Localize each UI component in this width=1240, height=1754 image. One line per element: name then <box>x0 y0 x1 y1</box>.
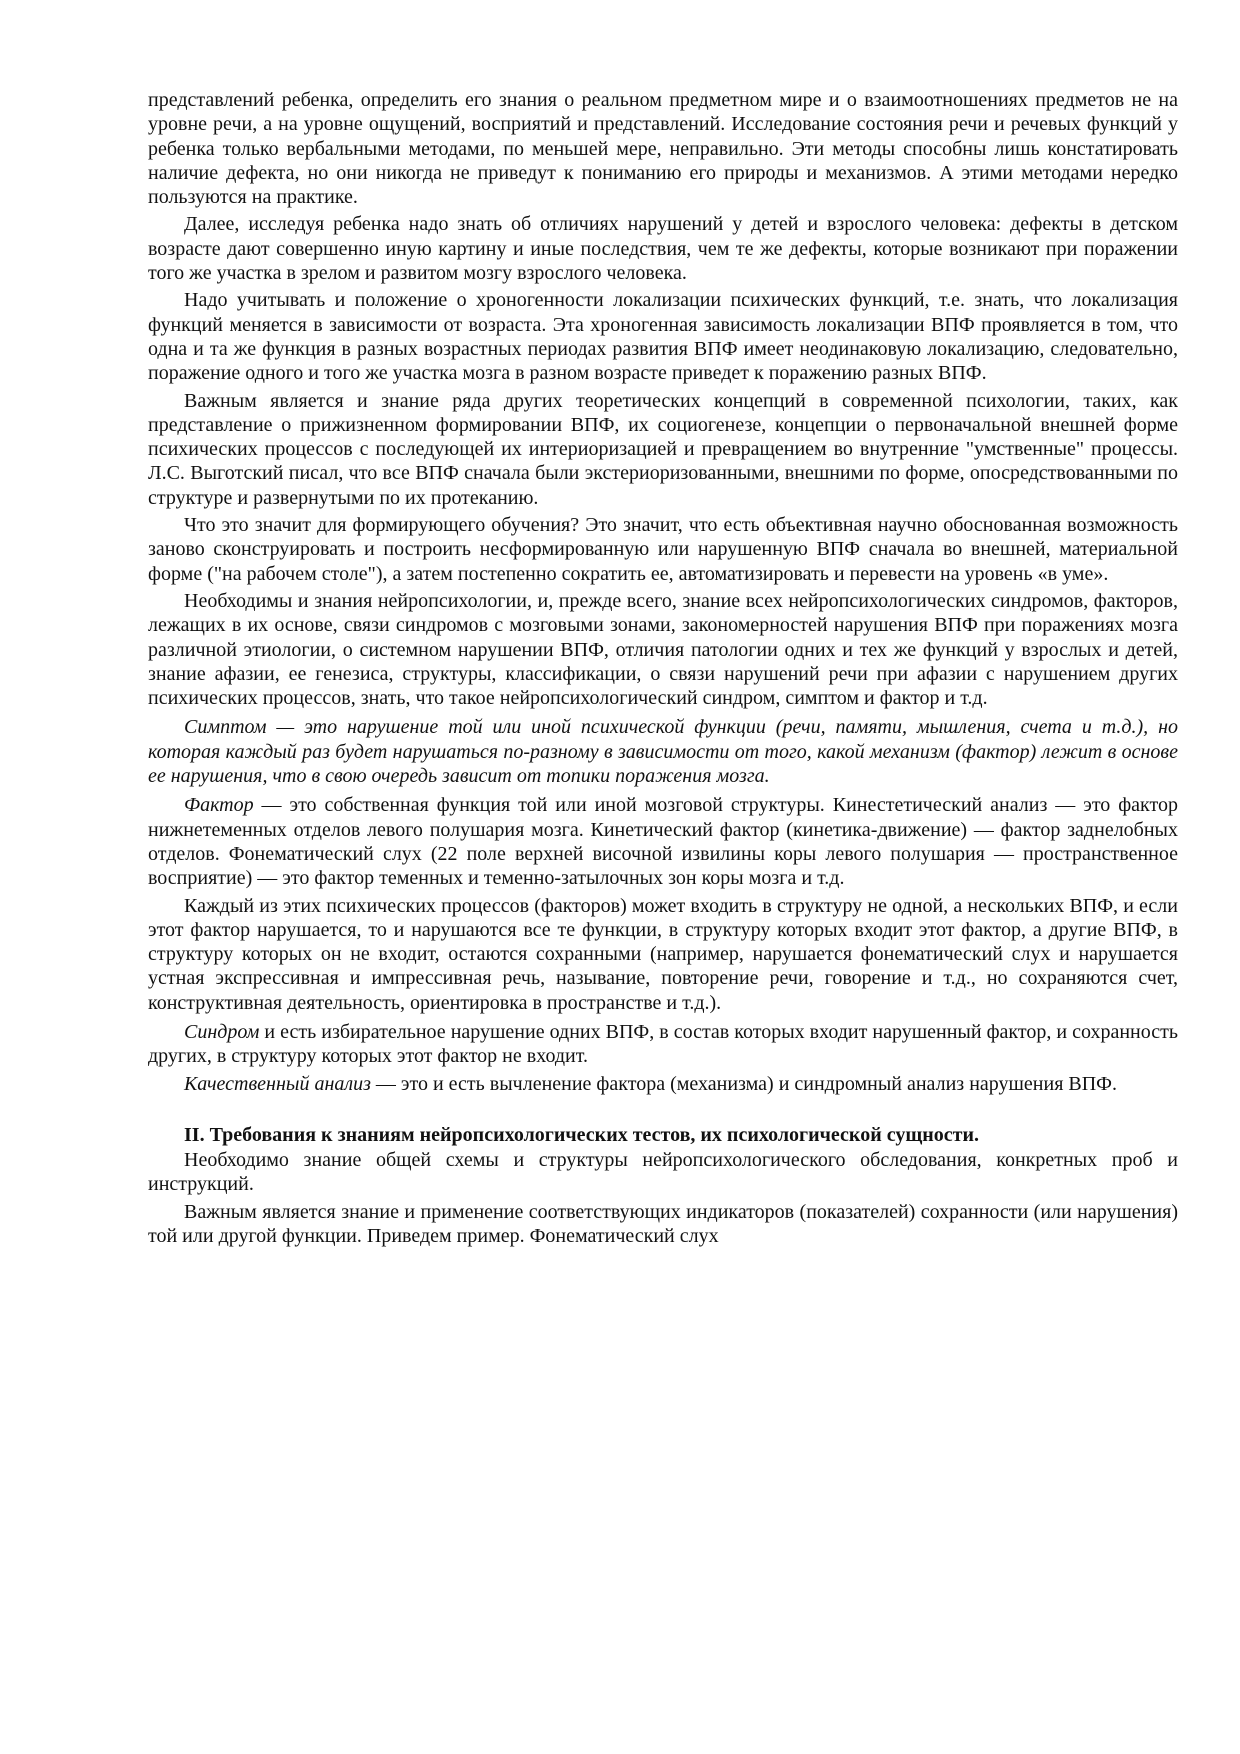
paragraph-symptom-definition: Симптом — это нарушение той или иной психической функции (речи, памяти, мышления, счета и т.д.), но которая каждый раз будет нарушаться по-разному в зависимости от того, какой механизм (фактор) лежит в основе ее нарушения, что в свою очередь зависит от топики поражения мозга. <box>148 716 1178 788</box>
paragraph-neuropsychology-knowledge: Необходимы и знания нейропсихологии, и, прежде всего, знание всех нейропсихологических синдромов, факторов, лежащих в их основе, связи синдромов с мозговыми зонами, закономерностей нарушения ВПФ при поражениях мозга различной этиологии, о системном нарушении ВПФ, отличия патологии одних и тех же функций у взрослых и детей, знание афазии, ее генезиса, структуры, классификации, о связи нарушений речи при афазии с нарушением других психических процессов, знать, что такое нейропсихологический синдром, симптом и фактор и т.д. <box>148 589 1178 710</box>
term-qualitative-analysis: Качественный анализ <box>184 1072 371 1095</box>
term-syndrome: Синдром <box>184 1020 260 1043</box>
section-heading: II. Требования к знаниям нейропсихологических тестов, их психологической сущности. <box>184 1123 979 1146</box>
qualitative-analysis-text: — это и есть вычленение фактора (механизма) и синдромный анализ нарушения ВПФ. <box>370 1072 1117 1095</box>
paragraph-indicators: Важным является знание и применение соответствующих индикаторов (показателей) сохранности (или нарушения) той или другой функции. Приведем пример. Фонематический слух <box>148 1200 1178 1248</box>
paragraph-factor-definition <box>148 793 1178 890</box>
term-factor: Фактор <box>184 794 254 817</box>
paragraph-qualitative-analysis <box>148 1072 1178 1096</box>
paragraph-theoretical-concepts: Важным является и знание ряда других теоретических концепций в современной психологии, таких, как представление о прижизненном формировании ВПФ, их социогенезе, концепции о первоначальной внешней форме психических процессов с последующей их интериоризацией и превращением во внутренние "умственные" процессы. Л.С. Выготский писал, что все ВПФ сначала были экстериоризованными, внешними по форме, опосредствованными по структуре и развернутыми по их протеканию. <box>148 389 1178 509</box>
syndrome-definition-text: и есть избирательное нарушение одних ВПФ, в состав которых входит нарушенный фактор, и сохранность других, в структуру которых этот фактор не входит. <box>148 1020 1178 1068</box>
document-page <box>148 88 1178 1251</box>
factor-definition-text: — это собственная функция той или иной мозговой структуры. Кинестетический анализ — это фактор нижнетеменных отделов левого полушария мозга. Кинетический фактор (кинетика-движение) — фактор заднелобных отделов. Фонематический слух (22 поле верхней височной извилины коры левого полушария — пространственное восприятие) — это фактор теменных и теменно-затылочных зон коры мозга и т.д. <box>148 794 1178 890</box>
paragraph-continuation: представлений ребенка, определить его знания о реальном предметном мире и о взаимоотношениях предметов не на уровне речи, а на уровне ощущений, восприятий и представлений. Исследование состояния речи и речевых функций у ребенка только вербальными методами, по меньшей мере, неправильно. Эти методы способны лишь констатировать наличие дефекта, но они никогда не приведут к пониманию его природы и механизмов. А этими методами нередко пользуются на практике. <box>148 89 1178 209</box>
paragraph-chronogenic-localization: Надо учитывать и положение о хроногенности локализации психических функций, т.е. знать, что локализация функций меняется в зависимости от возраста. Эта хроногенная зависимость локализации ВПФ проявляется в том, что одна и та же функция в разных возрастных периодах развития ВПФ имеет неодинаковую локализацию, следовательно, поражение одного и того же участка мозга в разном возрасте приведет к поражению разных ВПФ. <box>148 289 1178 385</box>
paragraph-child-vs-adult-defects: Далее, исследуя ребенка надо знать об отличиях нарушений у детей и взрослого человека: дефекты в детском возрасте дают совершенно иную картину и иные последствия, чем те же дефекты, которые возникают при поражении того же участка в зрелом и развитом мозгу взрослого человека. <box>148 213 1178 285</box>
paragraph-factor-in-structures: Каждый из этих психических процессов (факторов) может входить в структуру не одной, а нескольких ВПФ, и если этот фактор нарушается, то и нарушаются все те функции, в структуру которых входит этот фактор, а другие ВПФ, в структуру которых он не входит, остаются сохранными (например, нарушается фонематический слух и нарушается устная экспрессивная и импрессивная речь, называние, повторение речи, говорение и т.д., но сохраняются счет, конструктивная деятельность, ориентировка в пространстве и т.д.). <box>148 894 1178 1014</box>
paragraph-formative-learning: Что это значит для формирующего обучения? Это значит, что есть объективная научно обоснованная возможность заново сконструировать и построить несформированную или нарушенную ВПФ сначала во внешней, материальной форме ("на рабочем столе"), а затем постепенно сократить ее, автоматизировать и перевести на уровень «в уме». <box>148 514 1178 585</box>
paragraph-syndrome-definition <box>148 1020 1178 1069</box>
paragraph-exam-scheme: Необходимо знание общей схемы и структуры нейропсихологического обследования, конкретных проб и инструкций. <box>148 1149 1178 1196</box>
